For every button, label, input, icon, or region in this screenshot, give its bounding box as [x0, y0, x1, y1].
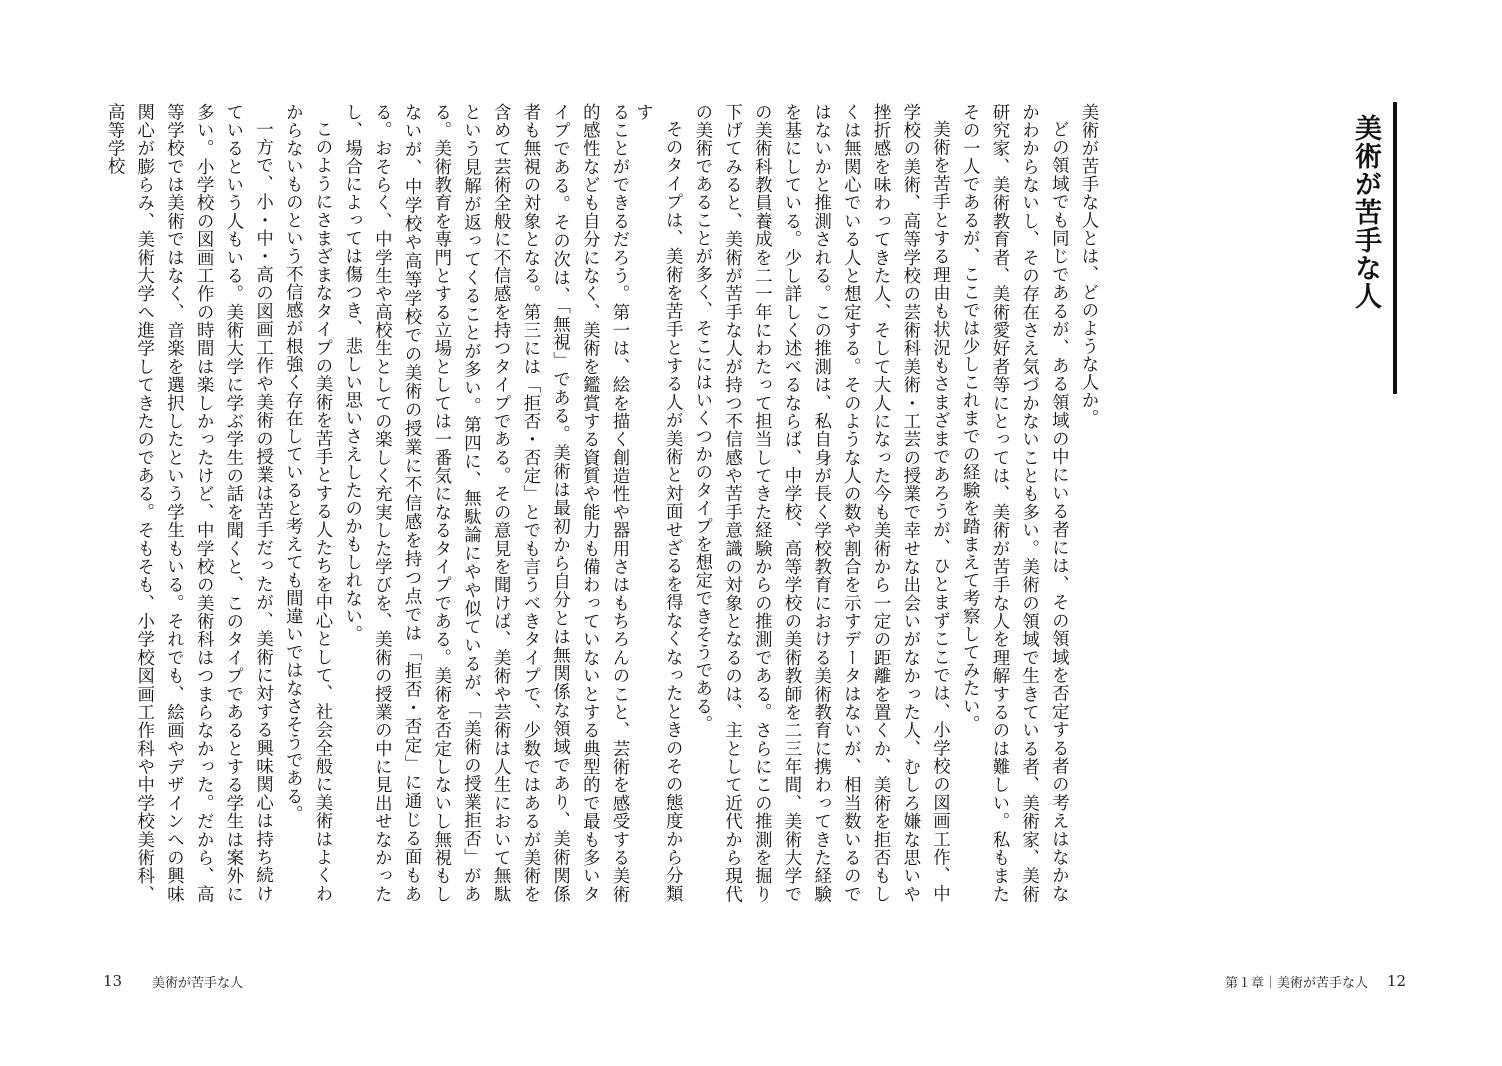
paragraph: そのタイプは、美術を苦手とする人が美術と対面せざるを得なくなったときのその態度から分類す	[632, 103, 683, 903]
section-heading: 美術が苦手な人	[1350, 114, 1381, 310]
right-page	[632, 0, 1502, 1066]
left-body-text	[101, 103, 633, 903]
paragraph: どの領域でも同じであるが、ある領域の中にいる者には、その領域を否定する者の考えはなかなかわからないし、その存在さえ気づかないことも多い。美術の領域で生きている者、美術家、美術研究家、美術教育者、美術愛好者等にとっては、美術が苦手な人を理解するのは難しい。私もまたその一人であるが、ここでは少しこれまでの経験を踏まえて考察してみたい。	[959, 103, 1069, 903]
paragraph: 一方で、小・中・高の図画工作や美術の授業は苦手だったが、美術に対する興味関心は持ち続けているという人もいる。美術大学に学ぶ学生の話を聞くと、このタイプであるとする学生は案外に多い。小学校の図画工作の時間は楽しかったけど、中学校の美術科はつまらなかった。だから、高等学校では美術ではなく、音楽を選択したという学生もいる。それでも、絵画やデザインへの興味関心が膨らみ、美術大学へ進学してきたのである。そもそも、小学校図画工作科や中学校美術科、高等学校	[104, 103, 273, 903]
paragraph: 美術が苦手な人とは、どのような人か。	[1078, 103, 1098, 427]
running-head: 第１章｜美術が苦手な人	[1225, 976, 1369, 991]
paragraph: 美術を苦手とする理由も状況もさまざまであろうが、ひとまずここでは、小学校の図画工作、中学校の美術、高等学校の芸術科美術・工芸の授業で幸せな出会いがなかった人、むしろ嫌な思いや挫折感を味わってきた人、そして大人になった今も美術から一定の距離を置くか、美術を拒否もしくは無関心でいる人と想定する。そのような人の数や割合を示すデータはないが、相当数いるのではないかと推測される。この推測は、私自身が長く学校教育における美術教育に携わってきた経験を基にしている。少し詳しく述べるならば、中学校、高等学校の美術教師を二三年間、美術大学での美術科教員養成を二一年にわたって担当してきた経験からの推測である。さらにこの推測を掘り下げてみると、美術が苦手な人が持つ不信感や苦手意識の対象となるのは、主として近代から現代の美術であることが多く、そこにはいくつかのタイプを想定できそうである。	[691, 103, 950, 903]
page-number: 13	[103, 972, 123, 990]
heading-rule	[1393, 102, 1397, 394]
paragraph: ることができるだろう。第一は、絵を描く創造性や器用さはもちろんのこと、芸術を感受する美術的感性なども自分になく、美術を鑑賞する資質や能力も備わっていないとする典型的で最も多いタイプである。その次は、「無視」である。美術は最初から自分とは無関係な領域であり、美術関係者も無視の対象となる。第三には「拒否・否定」とでも言うべきタイプで、少数ではあるが美術を含めて芸術全般に不信感を持つタイプである。その意見を聞けば、美術や芸術は人生において無駄という見解が返ってくることが多い。第四に、無駄論にやや似ているが、「美術の授業拒否」がある。美術教育を専門とする立場としては一番気になるタイプである。美術を否定しないし無視もしないが、中学校や高等学校での美術の授業に不信感を持つ点では「拒否・否定」に通じる面もある。おそらく、中学生や高校生としての楽しく充実した学びを、美術の授業の中に見出せなかったし、場合によっては傷つき、悲しい思いさえしたのかもしれない。	[341, 103, 629, 903]
section-heading-block	[1337, 102, 1397, 394]
running-head: 美術が苦手な人	[152, 976, 244, 991]
right-body-text	[632, 103, 1102, 903]
paragraph: このようにさまざまなタイプの美術を苦手とする人たちを中心として、社会全般に美術はよくわからないものという不信感が根強く存在していると考えても間違いではなさそうである。	[282, 103, 332, 903]
page-number: 12	[1387, 972, 1407, 990]
